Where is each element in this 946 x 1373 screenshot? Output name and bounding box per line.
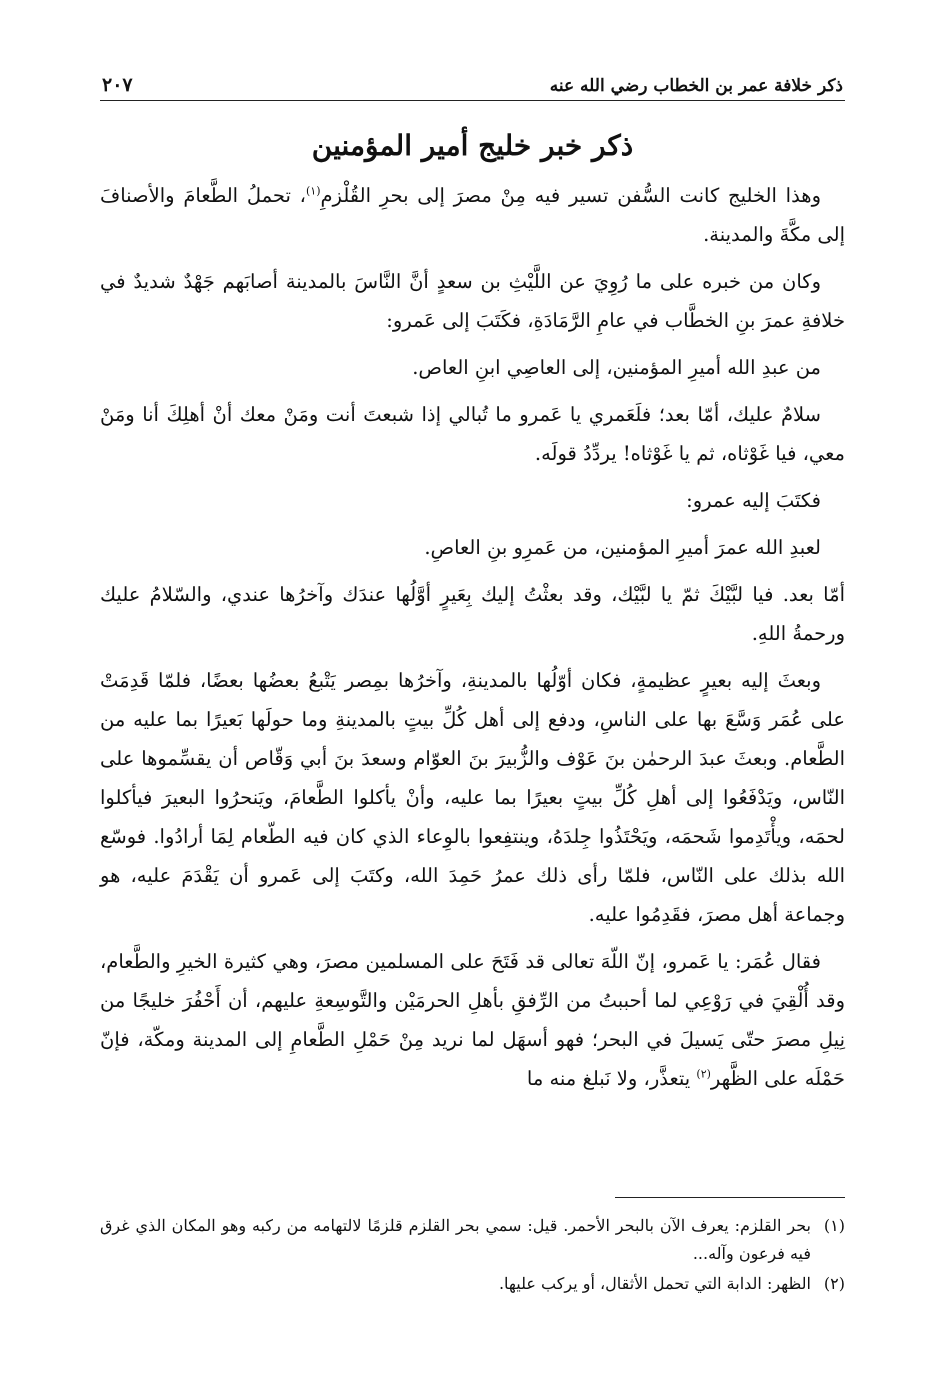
book-page bbox=[100, 62, 845, 1293]
paragraph: وكان من خبره على ما رُوِيَ عن اللَّيْثِ بن سعدٍ أنَّ النَّاسَ بالمدينة أصابَهم جَهْدٌ شديدٌ في خلافةِ عمرَ بنِ الخطَّاب في عامِ الرَّمَادَةِ، فكَتَبَ إلى عَمرو: bbox=[100, 270, 845, 332]
footnote-text: الظهر: الدابة التي تحمل الأثقال، أو يركب عليها. bbox=[498, 1274, 811, 1293]
footnote-number: (٢) bbox=[823, 1274, 845, 1293]
paragraph-text: يتعذَّر، ولا نَبلغ منه ما bbox=[526, 1067, 697, 1090]
paragraph: أمّا بعد. فيا لبَّيْكَ ثمّ يا لبَّيْك، وقد بعثْتُ إليك بِعَيرٍ أوَّلُها عندَك وآخرُها عندي، والسّلامُ عليك ورحمةُ اللهِ. bbox=[100, 583, 845, 645]
footnote bbox=[100, 1212, 845, 1268]
footnote-ref: (١) bbox=[305, 184, 321, 198]
paragraph: فكتَبَ إليه عمرو: bbox=[686, 489, 821, 512]
footnote-text: بحر القلزم: يعرف الآن بالبحر الأحمر. قيل: سمي بحر القلزم قلزمًا لالتهامه من ركبه وهو المكان الذي غرق فيه فرعون وآله... bbox=[100, 1216, 811, 1263]
paragraph: سلامٌ عليك، أمّا بعد؛ فلَعَمري يا عَمرو ما تُبالي إذا شبعتَ أنت ومَنْ معك أنْ أهلِكَ أنا ومَنْ معي، فيا غَوْثاه، ثم يا غَوْثاه! يردِّدُ قولَه. bbox=[100, 403, 845, 465]
footnote-divider bbox=[615, 1197, 845, 1198]
footnote bbox=[100, 1270, 845, 1298]
paragraph bbox=[100, 942, 845, 1098]
chapter-title: ذكر خبر خليج أمير المؤمنين bbox=[311, 129, 634, 162]
footnote-number: (١) bbox=[823, 1216, 845, 1235]
paragraph: وبعثَ إليه بعيرٍ عظيمةٍ، فكان أوّلُها بالمدينةِ، وآخرُها بمِصر يَتْبعُ بعضُها بعضًا، فلمّا قَدِمَتْ على عُمَر وَسَّعَ بها على الناسِ، ودفع إلى أهل كُلِّ بيتٍ بالمدينةِ وما حولَها بَعيرًا بما عليه من الطَّعام. وبعثَ عبدَ الرحمٰن بنَ عَوْف والزُّبيرَ بنَ العوّام وسعدَ بنَ أبي وَقّاص أن يقسِّموها على النّاس، ويَدْفَعُوا إلى أهلِ كُلِّ بيتٍ بعيرًا بما عليه، وأنْ يأكلوا الطَّعامَ، ويَنحرُوا البعيرَ فيأكلوا لحمَه، ويأْتَدِموا شَحمَه، ويَحْتَذُوا جِلدَهُ، وينتفِعوا بالوِعاء الذي كان فيه الطّعام لِمَا أرادُوا. فوسّع الله بذلك على النّاس، فلمّا رأى ذلك عمرُ حَمِدَ الله، وكتَبَ إلى عَمرو أن يَقْدَمَ عليه، هو وجماعة أهل مصرَ، فقَدِمُوا عليه. bbox=[100, 669, 845, 926]
paragraph: من عبدِ الله أميرِ المؤمنين، إلى العاصِي ابنِ العاص. bbox=[412, 356, 821, 379]
running-title: ذكر خلافة عمر بن الخطاب رضي الله عنه bbox=[549, 76, 843, 96]
paragraph: لعبدِ الله عمرَ أميرِ المؤمنين، من عَمرِو بنِ العاصِ. bbox=[424, 536, 821, 559]
paragraph-text: وهذا الخليج كانت السُّفن تسير فيه مِنْ مصرَ إلى بحرِ القُلْزمِ bbox=[320, 184, 822, 207]
footnote-ref: (٢) bbox=[696, 1067, 711, 1081]
footnotes bbox=[100, 1212, 845, 1300]
paragraph-text: ، تحملُ الطَّعامَ والأصنافَ إلى مكَّةَ والمدينة. bbox=[100, 184, 845, 246]
page-number: ٢٠٧ bbox=[102, 74, 133, 96]
paragraph bbox=[100, 176, 845, 254]
body-text bbox=[100, 176, 845, 1098]
page-header bbox=[100, 62, 845, 101]
paragraph-text: فقال عُمَر: يا عَمرو، إنّ اللّهَ تعالى قد فَتَحَ على المسلمين مصرَ، وهي كثيرة الخيرِ والطَّعام، وقد أُلْقِيَ في رَوْعِي لما أحببتُ من الرِّفقِ بأهلِ الحرمَيْن والتَّوسِعةِ عليهم، أن أَحْفُرَ خليجًا من نِيلِ مصرَ حتّى يَسيلَ في البحر؛ فهو أسهَل لما نريد مِنْ حَمْلِ الطَّعامِ إلى المدينة ومكّة، فإنّ حَمْلَه على الظَّهر bbox=[100, 950, 845, 1090]
